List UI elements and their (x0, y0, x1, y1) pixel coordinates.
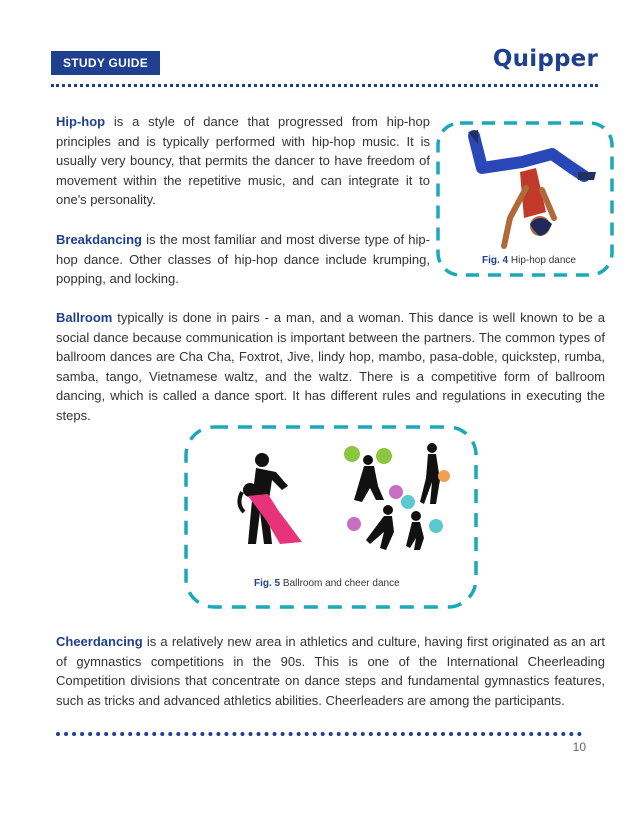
paragraph-breakdancing (56, 230, 430, 289)
cheer-dancers-illustration (340, 440, 450, 552)
paragraph-hiphop (56, 112, 430, 210)
ballroom-dancers-illustration (232, 450, 322, 550)
term-hiphop: Hip-hop (56, 114, 106, 129)
figure-5-caption (254, 578, 400, 589)
text-ballroom: typically is done in pairs - a man, and a woman. This dance is well known to be a social dance because communication is important between the partners. The common types of ballroom dances are Cha Cha, Foxtrot, Jive, lindy hop, mambo, pasa-doble, quickstep, rumba, samba, tango, Vietnamese waltz, and the waltz. There is a competitive form of ballroom dancing, which is called a dance sport. It has different rules and regulations in executing the steps. (56, 310, 605, 423)
page-number: 10 (572, 740, 586, 754)
bottom-dotted-divider (56, 732, 582, 736)
hiphop-dancer-illustration (462, 128, 602, 256)
figure-4-label: Fig. 4 (482, 255, 509, 266)
text-hiphop: is a style of dance that progressed from hip-hop principles and is typically performed with hip-hop music. It is usually very bouncy, that permits the dancer to have freedom of movement within the repetitive music, and can integrate it to one's personality. (56, 114, 430, 208)
figure-4-text: Hip-hop dance (508, 255, 576, 266)
text-breakdancing: is the most familiar and most diverse type of hip-hop dance. Other classes of hip-hop dance include krumping, popping, and locking. (56, 232, 430, 287)
term-cheerdancing: Cheerdancing (56, 634, 143, 649)
top-dotted-divider (51, 84, 598, 87)
term-ballroom: Ballroom (56, 310, 113, 325)
paragraph-ballroom (56, 308, 605, 426)
study-guide-badge: STUDY GUIDE (51, 51, 160, 75)
figure-4-caption (482, 255, 576, 266)
text-cheerdancing: is a relatively new area in athletics and culture, having first originated as an art of gymnastics competitions in the 90s. This is one of the International Cheerleading Competition divisions that concentrate on dance steps and fundamental gymnastics features, such as tricks and advanced athletics abilities. Cheerleaders are among the participants. (56, 634, 605, 708)
figure-5-text: Ballroom and cheer dance (280, 578, 400, 589)
figure-5-label: Fig. 5 (254, 578, 281, 589)
term-breakdancing: Breakdancing (56, 232, 142, 247)
paragraph-cheerdancing (56, 632, 605, 710)
quipper-logo: Quipper (492, 46, 598, 72)
